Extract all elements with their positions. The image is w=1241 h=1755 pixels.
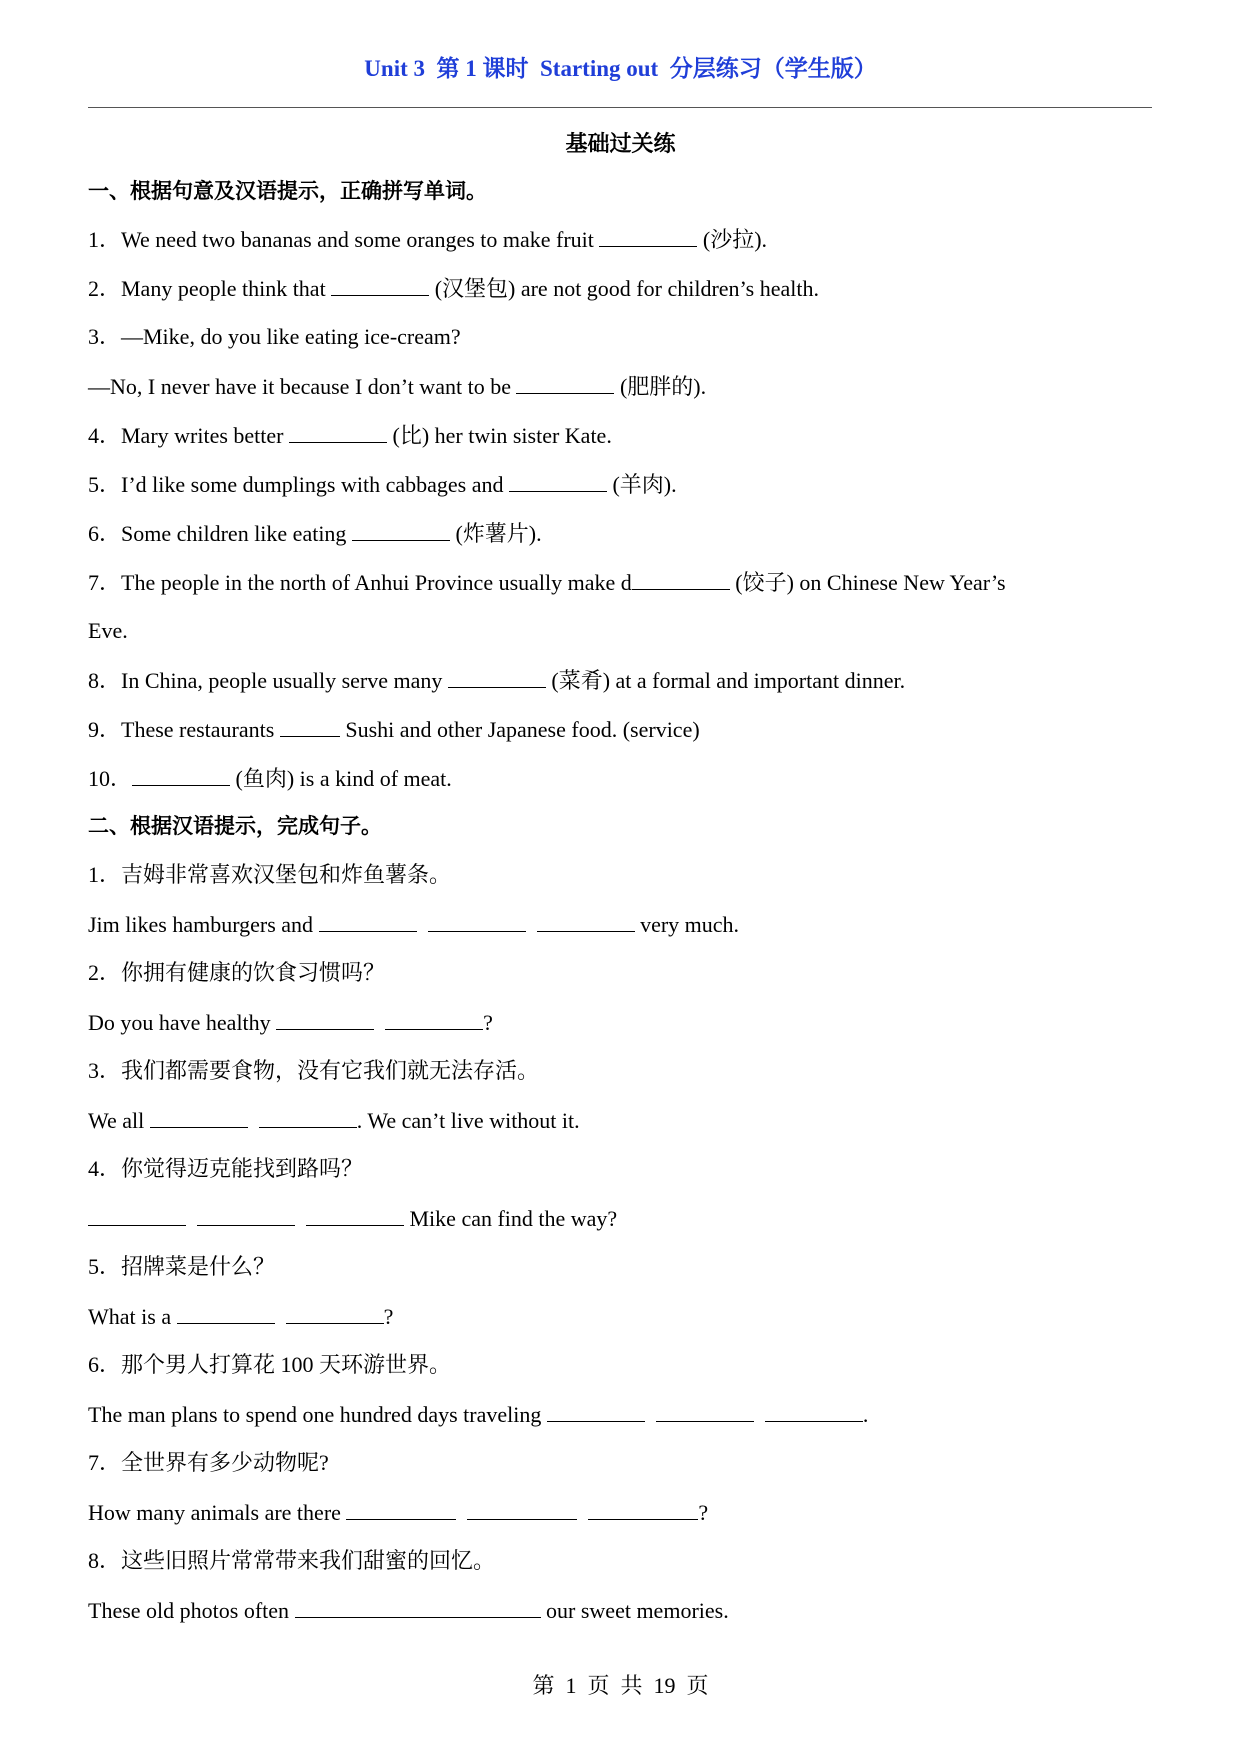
answer-blank[interactable] [88, 1203, 186, 1226]
part1-question-4 [88, 420, 612, 451]
answer-blank[interactable] [385, 1007, 483, 1030]
answer-blank[interactable] [765, 1399, 863, 1422]
question-text: The man plans to spend one hundred days traveling [88, 1402, 547, 1427]
part2-question-8-english [88, 1595, 729, 1626]
question-text: ? [383, 1304, 394, 1329]
answer-blank[interactable] [286, 1301, 384, 1324]
part2-question-1-chinese: 1．吉姆非常喜欢汉堡包和炸鱼薯条。 [88, 862, 452, 887]
question-text: 2．Many people think that [88, 276, 332, 301]
question-text: What is a [88, 1304, 177, 1329]
part2-question-4-english [88, 1203, 617, 1234]
question-text: Do you have healthy [88, 1010, 277, 1035]
question-text: ? [698, 1500, 709, 1525]
answer-blank[interactable] [428, 909, 526, 932]
answer-blank[interactable] [306, 1203, 404, 1226]
answer-blank[interactable] [276, 1007, 374, 1030]
question-text: (比) her twin sister Kate. [387, 423, 612, 448]
question-text: our sweet memories. [540, 1598, 729, 1623]
part2-question-3-chinese: 3．我们都需要食物，没有它我们就无法存活。 [88, 1058, 540, 1083]
part1-question-6 [88, 518, 542, 549]
answer-blank[interactable] [509, 469, 607, 492]
question-text: (鱼肉) is a kind of meat. [230, 766, 452, 791]
question-text: We all [88, 1108, 150, 1133]
part1-heading: 一、根据句意及汉语提示，正确拼写单词。 [88, 179, 487, 203]
part1-question-2 [88, 273, 819, 304]
part2-question-3-english [88, 1105, 580, 1136]
answer-blank[interactable] [331, 273, 429, 296]
answer-blank[interactable] [346, 1497, 456, 1520]
question-text: (沙拉). [697, 227, 768, 252]
question-text: 7．The people in the north of Anhui Province usually make d [88, 570, 632, 595]
answer-blank[interactable] [588, 1497, 698, 1520]
question-text: Jim likes hamburgers and [88, 912, 319, 937]
question-text: (汉堡包) are not good for children’s health. [429, 276, 819, 301]
answer-blank[interactable] [197, 1203, 295, 1226]
section-heading: 基础过关练 [565, 132, 676, 157]
answer-blank[interactable] [516, 371, 614, 394]
question-text: 8．In China, people usually serve many [88, 668, 448, 693]
question-text: ? [483, 1010, 493, 1035]
answer-blank[interactable] [599, 224, 697, 247]
part2-heading: 二、根据汉语提示，完成句子。 [88, 814, 382, 838]
question-text: 6．Some children like eating [88, 521, 352, 546]
answer-blank[interactable] [467, 1497, 577, 1520]
question-text: (饺子) on Chinese New Year’s [729, 570, 1006, 595]
answer-blank[interactable] [177, 1301, 275, 1324]
question-text: (羊肉). [606, 472, 677, 497]
question-text: Mike can find the way? [404, 1206, 618, 1231]
part2-question-5-chinese: 5．招牌菜是什么？ [88, 1254, 276, 1279]
answer-blank[interactable] [547, 1399, 645, 1422]
answer-blank[interactable] [259, 1105, 357, 1128]
part1-question-9 [88, 714, 700, 745]
part2-question-1-english [88, 909, 739, 940]
part1-question-5 [88, 469, 677, 500]
part2-question-7-chinese: 7．全世界有多少动物呢? [88, 1450, 329, 1475]
answer-blank[interactable] [352, 518, 450, 541]
part2-question-2-chinese: 2．你拥有健康的饮食习惯吗？ [88, 960, 386, 985]
part2-question-8-chinese: 8．这些旧照片常常带来我们甜蜜的回忆。 [88, 1548, 496, 1573]
question-text: . [862, 1402, 869, 1427]
answer-blank[interactable] [289, 420, 387, 443]
answer-blank[interactable] [632, 567, 730, 590]
part2-question-7-english [88, 1497, 708, 1528]
answer-blank[interactable] [319, 909, 417, 932]
header-divider [88, 107, 1152, 108]
question-text: How many animals are there [88, 1500, 347, 1525]
question-text: 5．I’d like some dumplings with cabbages and [88, 472, 509, 497]
answer-blank[interactable] [448, 665, 546, 688]
question-text: —No, I never have it because I don’t want to be [88, 374, 517, 399]
question-text: These old photos often [88, 1598, 295, 1623]
part2-question-4-chinese: 4．你觉得迈克能找到路吗？ [88, 1156, 364, 1181]
part1-question-3-reply [88, 371, 706, 402]
question-text: (菜肴) at a formal and important dinner. [545, 668, 906, 693]
answer-blank[interactable] [656, 1399, 754, 1422]
question-text: Sushi and other Japanese food. (service) [339, 717, 700, 742]
part2-question-5-english [88, 1301, 393, 1332]
page-number-footer: 第 1 页 共 19 页 [532, 1673, 709, 1698]
page-header-title: Unit 3 第 1 课时 Starting out 分层练习（学生版） [364, 56, 877, 81]
part1-question-3-prompt: 3．—Mike, do you like eating ice-cream? [88, 324, 461, 349]
question-text: 10． [88, 766, 133, 791]
question-text: (炸薯片). [449, 521, 542, 546]
part1-question-10 [88, 763, 452, 794]
answer-blank[interactable] [280, 714, 340, 737]
question-text: very much. [634, 912, 740, 937]
part1-question-7-continued: Eve. [88, 618, 128, 643]
part1-question-7 [88, 567, 1006, 598]
answer-blank[interactable] [150, 1105, 248, 1128]
question-text: 9．These restaurants [88, 717, 280, 742]
answer-blank[interactable] [537, 909, 635, 932]
answer-blank[interactable] [132, 763, 230, 786]
part1-question-8 [88, 665, 905, 696]
part1-question-1 [88, 224, 767, 255]
question-text: 4．Mary writes better [88, 423, 289, 448]
part2-question-6-english [88, 1399, 868, 1430]
question-text: (肥胖的). [614, 374, 707, 399]
answer-blank[interactable] [295, 1595, 541, 1618]
question-text: 1．We need two bananas and some oranges to make fruit [88, 227, 600, 252]
part2-question-2-english [88, 1007, 493, 1038]
question-text: . We can’t live without it. [356, 1108, 580, 1133]
part2-question-6-chinese: 6．那个男人打算花 100 天环游世界。 [88, 1352, 452, 1377]
